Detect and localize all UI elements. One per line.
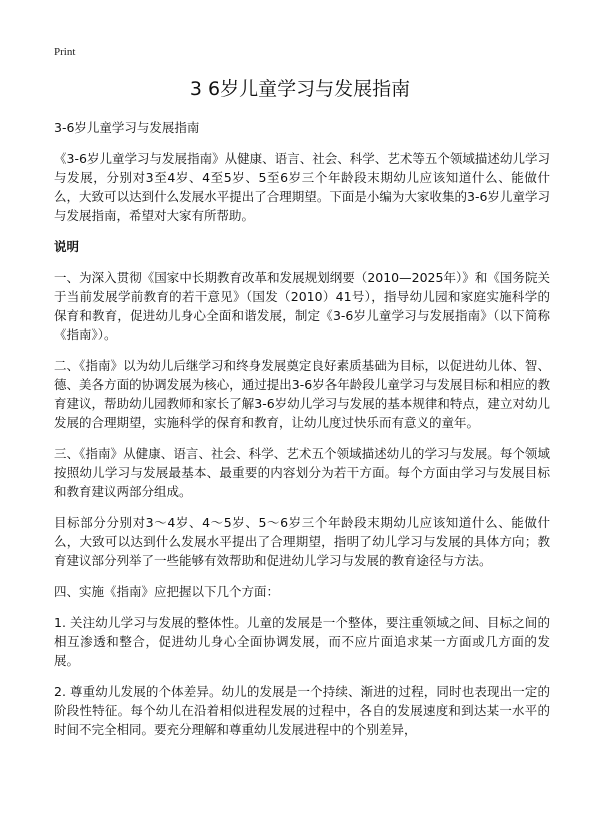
document-body [54, 118, 550, 751]
paragraph-2: 二、《指南》以为幼儿后继学习和终身发展奠定良好素质基础为目标，以促进幼儿体、智、德、美各方面的协调发展为核心，通过提出3-6岁各年龄段儿童学习与发展目标和相应的教育建议，帮助幼儿园教师和家长了解3-6岁幼儿学习与发展的基本规律和特点，建立对幼儿发展的合理期望，实施科学的保育和教育，让幼儿度过快乐而有意义的童年。 [54, 358, 550, 430]
paragraph-5: 四、实施《指南》应把握以下几个方面： [54, 584, 280, 599]
paragraph-4: 目标部分分别对3～4岁、4～5岁、5～6岁三个年龄段末期幼儿应该知道什么、能做什么，大致可以达到什么发展水平提出了合理期望，指明了幼儿学习与发展的具体方向；教育建议部分列举了一些能够有效帮助和促进幼儿学习与发展的教育途径与方法。 [54, 515, 550, 568]
intro-paragraph: 《3-6岁儿童学习与发展指南》从健康、语言、社会、科学、艺术等五个领域描述幼儿学习与发展，分别对3至4岁、4至5岁、5至6岁三个年龄段末期幼儿应该知道什么、能做什么，大致可以达到什么发展水平提出了合理期望。下面是小编为大家收集的3-6岁儿童学习与发展指南，希望对大家有所帮助。 [54, 151, 550, 223]
document-subtitle: 3-6岁儿童学习与发展指南 [54, 120, 200, 135]
section-heading-explanation: 说明 [54, 239, 80, 254]
print-label: Print [54, 46, 76, 58]
paragraph-1: 一、为深入贯彻《国家中长期教育改革和发展规划纲要（2010—2025年）》和《国务院关于当前发展学前教育的若干意见》（国发（2010）41号），指导幼儿园和家庭实施科学的保育和教育，促进幼儿身心全面和谐发展，制定《3-6岁儿童学习与发展指南》（以下简称《指南》）。 [54, 270, 550, 342]
document-title: 3 6岁儿童学习与发展指南 [189, 78, 411, 100]
paragraph-7: 2. 尊重幼儿发展的个体差异。幼儿的发展是一个持续、渐进的过程，同时也表现出一定的阶段性特征。每个幼儿在沿着相似进程发展的过程中，各自的发展速度和到达某一水平的时间不完全相同。要充分理解和尊重幼儿发展进程中的个别差异， [54, 684, 550, 737]
paragraph-6: 1. 关注幼儿学习与发展的整体性。儿童的发展是一个整体，要注重领域之间、目标之间的相互渗透和整合，促进幼儿身心全面协调发展，而不应片面追求某一方面或几方面的发展。 [54, 615, 550, 668]
paragraph-3: 三、《指南》从健康、语言、社会、科学、艺术五个领域描述幼儿的学习与发展。每个领域按照幼儿学习与发展最基本、最重要的内容划分为若干方面。每个方面由学习与发展目标和教育建议两部分组成。 [54, 446, 550, 499]
